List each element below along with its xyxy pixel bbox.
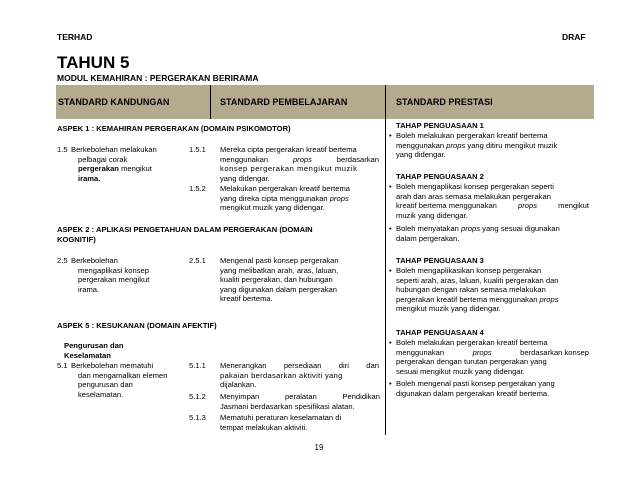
tahap-3-bullet-1: • Boleh mengaplikasikan konsep pergerakan seperti arah, aras, laluan, kualiti pergerakan dan hubungan dengan rakan semasa melakukan pergerakan kreatif bertema menggunakan props mengikut muzik yang didengar. [389, 266, 559, 314]
sp-2-5-1-number: 2.5.1 [189, 256, 206, 265]
classification-label: TERHAD [57, 32, 93, 42]
sp-5-1-2-text: Menyimpan peralatan Pendidikan Jasmani berdasarkan spesifikasi alatan. [220, 392, 380, 411]
sp-5-1-3-number: 5.1.3 [189, 413, 206, 422]
column-divider-1 [210, 85, 211, 119]
sk-1-5-text: Berkebolehan melakukan pelbagai corak pergerakan mengikut irama. [71, 145, 157, 183]
sp-1-5-1-text: Mereka cipta pergerakan kreatif bertema menggunakan props berdasarkan konsep pergerakan mengikut muzik yang didengar. [220, 145, 379, 183]
tahap-2-heading: TAHAP PENGUASAAN 2 [396, 172, 484, 181]
sp-1-5-1-number: 1.5.1 [189, 145, 206, 154]
page-number: 19 [314, 443, 324, 452]
page-title: TAHUN 5 [57, 53, 130, 72]
sk-5-1-text: Berkebolehan mematuhi dan mengamalkan elemen pengurusan dan keselamatan. [71, 361, 168, 399]
aspek-1-heading: ASPEK 1 : KEMAHIRAN PERGERAKAN (DOMAIN PSIKOMOTOR) [57, 124, 291, 133]
module-subtitle: MODUL KEMAHIRAN : PERGERAKAN BERIRAMA [57, 73, 259, 83]
sp-1-5-2-text: Melakukan pergerakan kreatif bertema yang direka cipta menggunakan props mengikut muzik yang didengar. [220, 184, 351, 213]
sp-1-5-2-number: 1.5.2 [189, 184, 206, 193]
sk-5-1-number: 5.1 [57, 361, 68, 370]
tahap-4-bullet-2: • Boleh mengenal pasti konsep pergerakan yang digunakan dalam pergerakan kreatif bertema. [389, 379, 555, 398]
tahap-2-bullet-2: • Boleh menyatakan props yang sesuai digunakan dalam pergerakan. [389, 224, 560, 243]
aspek-2-heading-cont: KOGNITIF) [57, 235, 96, 244]
sp-5-1-1-number: 5.1.1 [189, 361, 206, 370]
column-header-band [56, 85, 594, 119]
tahap-2-bullet-1: • Boleh mengaplikasi konsep pergerakan seperti arah dan aras semasa melakukan pergerakan kreatif bertema menggunakan props mengikut muzik yang didengar. [389, 182, 589, 220]
column-header-kandungan: STANDARD KANDUNGAN [58, 97, 170, 107]
column-header-prestasi: STANDARD PRESTASI [396, 97, 493, 107]
tahap-1-heading: TAHAP PENGUASAAN 1 [396, 121, 484, 130]
draft-label: DRAF [562, 32, 586, 42]
sp-5-1-3-text: Mematuhi peraturan keselamatan di tempat melakukan aktiviti. [220, 413, 342, 432]
sk-1-5-number: 1.5 [57, 145, 68, 154]
tahap-1-bullet-1: • Boleh melakukan pergerakan kreatif bertema menggunakan props yang ditiru mengikut muzik yang didengar. [389, 131, 558, 160]
sk-5-heading: Pengurusan dan Keselamatan [64, 341, 124, 360]
aspek-2-heading: ASPEK 2 : APLIKASI PENGETAHUAN DALAM PERGERAKAN (DOMAIN [57, 225, 313, 234]
sp-2-5-1-text: Mengenal pasti konsep pergerakan yang melibatkan arah, aras, laluan, kualiti pergerakan, dan hubungan yang digunakan dalam pergerakan kreatif bertema. [220, 256, 339, 304]
tahap-4-bullet-1: • Boleh melakukan pergerakan kreatif bertema menggunakan props berdasarkan konsep pergerakan dengan turutan pergerakan yang sesuai mengikut muzik yang didengar. [389, 338, 589, 376]
tahap-4-heading: TAHAP PENGUASAAN 4 [396, 328, 484, 337]
sk-2-5-text: Berkebolehan mengaplikasi konsep pergerakan mengikut irama. [71, 256, 150, 294]
sk-2-5-number: 2.5 [57, 256, 68, 265]
column-divider-2 [385, 85, 386, 435]
column-header-pembelajaran: STANDARD PEMBELAJARAN [220, 97, 348, 107]
sp-5-1-2-number: 5.1.2 [189, 392, 206, 401]
sp-5-1-1-text: Menerangkan persediaan diri dan pakaian berdasarkan aktiviti yang dijalankan. [220, 361, 379, 390]
tahap-3-heading: TAHAP PENGUASAAN 3 [396, 256, 484, 265]
aspek-5-heading: ASPEK 5 : KESUKANAN (DOMAIN AFEKTIF) [57, 321, 217, 330]
